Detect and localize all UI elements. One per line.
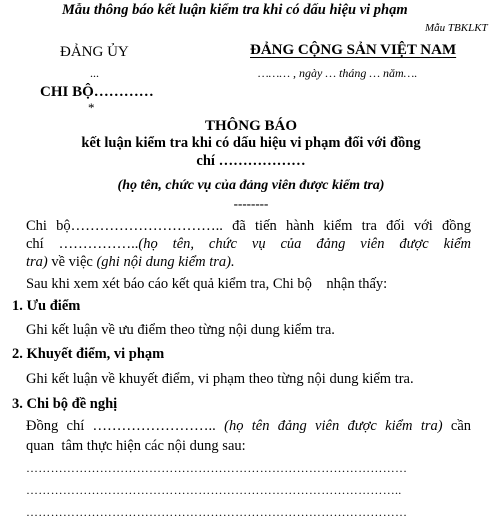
- paragraph-1-line-3: [26, 254, 235, 271]
- paragraph-1-line-3-italic-b: (ghi nội dung kiểm tra).: [96, 254, 235, 270]
- paragraph-1-line-3-text: về việc: [47, 254, 97, 270]
- party-name: ĐẢNG CỘNG SẢN VIỆT NAM: [250, 42, 457, 58]
- date-line: ……… , ngày … tháng … năm….: [258, 66, 418, 80]
- committee-name-placeholder: ...: [90, 66, 99, 80]
- fill-in-dots-line-1: …………………………………………………………………………………: [26, 461, 408, 475]
- paragraph-1-line-1: Chi bộ………………………….. đã tiến hành kiểm tra đối với đồng: [26, 218, 471, 234]
- paragraph-1-line-2-text: chí ……………..: [26, 236, 139, 252]
- notice-subtitle-line2: chí ………………: [196, 153, 306, 169]
- section-2-heading: 2. Khuyết điểm, vi phạm: [12, 346, 165, 362]
- fill-in-dots-line-3: …………………………………………………………………………………: [26, 505, 408, 519]
- paragraph-1-line-3-italic-a: tra): [26, 254, 48, 270]
- paragraph-1-line-2: [26, 236, 471, 253]
- notice-divider: --------: [233, 196, 269, 211]
- asterisk-separator: *: [88, 100, 95, 115]
- section-1-heading: 1. Ưu điểm: [12, 298, 81, 314]
- party-committee-label: ĐẢNG ỦY: [60, 44, 129, 60]
- section-1-body: Ghi kết luận về ưu điểm theo từng nội dung kiểm tra.: [26, 322, 335, 338]
- section-3-line-1-text: Đồng chí ……………………..: [26, 418, 216, 434]
- paragraph-1-line-2-italic: (họ tên, chức vụ của đảng viên được kiểm: [138, 236, 471, 252]
- section-3-line-1-italic: (họ tên đảng viên được kiểm tra): [224, 418, 443, 434]
- notice-subtitle-line1: kết luận kiểm tra khi có dấu hiệu vi phạm đối với đồng: [81, 135, 421, 151]
- form-code: Mẫu TBKLKT: [425, 22, 488, 34]
- section-3-line-1-suffix: cần: [450, 418, 472, 434]
- section-2-body: Ghi kết luận về khuyết điểm, vi phạm theo từng nội dung kiểm tra.: [26, 371, 414, 387]
- section-3-heading: 3. Chi bộ đề nghị: [12, 396, 118, 412]
- section-3-line-1: [26, 418, 471, 435]
- document-title: Mẫu thông báo kết luận kiểm tra khi có dấu hiệu vi phạm: [62, 2, 408, 18]
- fill-in-dots-line-2: ………………………………………………………………………………..: [26, 483, 402, 497]
- branch-label: CHI BỘ…………: [40, 84, 154, 100]
- section-3-line-2: quan tâm thực hiện các nội dung sau:: [26, 438, 246, 454]
- notice-subtitle-line3: (họ tên, chức vụ của đảng viên được kiểm tra): [117, 178, 385, 193]
- paragraph-2: Sau khi xem xét báo cáo kết quả kiểm tra, Chi bộ nhận thấy:: [26, 276, 388, 292]
- notice-title: THÔNG BÁO: [204, 118, 298, 134]
